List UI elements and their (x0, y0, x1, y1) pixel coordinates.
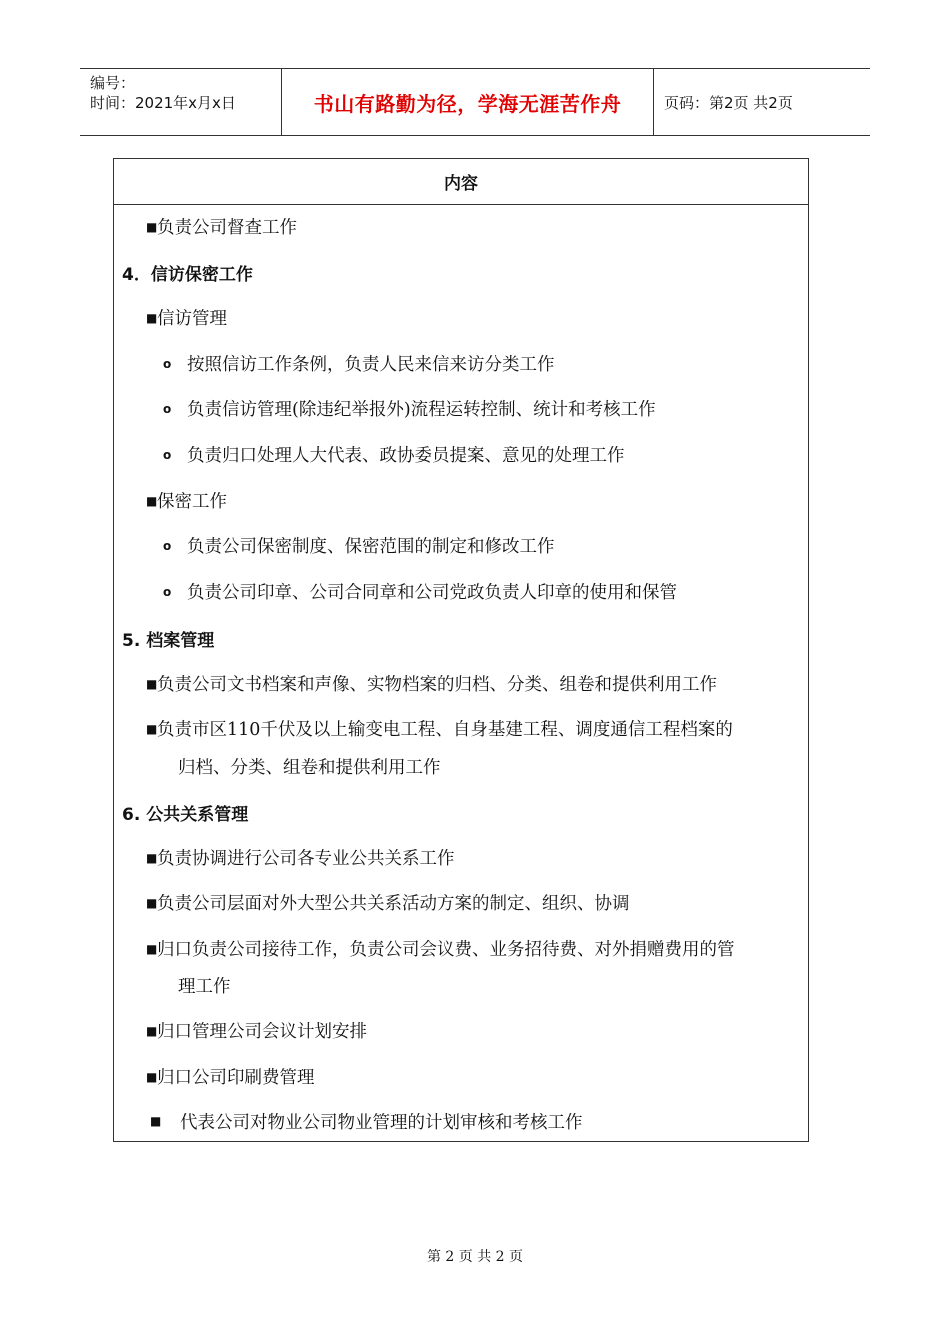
header-meta (80, 69, 282, 135)
list-item: ■归口负责公司接待工作，负责公司会议费、业务招待费、对外捐赠费用的管 (146, 940, 735, 960)
list-item-continuation: 理工作 (178, 977, 231, 997)
square-bullet-icon: ■ (146, 311, 158, 325)
square-bullet-icon: ■ (150, 1114, 162, 1128)
list-item: 负责公司保密制度、保密范围的制定和修改工作 (187, 537, 555, 557)
list-item-continuation: 归档、分类、组卷和提供利用工作 (178, 758, 441, 778)
circle-bullet-icon: o (163, 539, 172, 553)
circle-bullet-icon: o (163, 357, 172, 371)
circle-bullet-icon: o (163, 448, 172, 462)
document-number: 编号： (90, 74, 136, 92)
square-bullet-icon: ■ (146, 851, 158, 865)
section-heading-5: 5. 档案管理 (122, 631, 215, 651)
list-item: ■负责市区110千伏及以上输变电工程、自身基建工程、调度通信工程档案的 (146, 720, 733, 740)
list-item: 负责公司印章、公司合同章和公司党政负责人印章的使用和保管 (187, 583, 677, 603)
square-bullet-icon: ■ (146, 896, 158, 910)
square-bullet-icon: ■ (146, 942, 158, 956)
list-item: 负责信访管理(除违纪举报外)流程运转控制、统计和考核工作 (187, 400, 656, 420)
list-item: 负责归口处理人大代表、政协委员提案、意见的处理工作 (187, 446, 625, 466)
list-item: 按照信访工作条例，负责人民来信来访分类工作 (187, 355, 555, 375)
page-footer: 第 2 页 共 2 页 (426, 1249, 524, 1265)
list-item: ■信访管理 (146, 309, 227, 329)
list-item: ■负责公司层面对外大型公共关系活动方案的制定、组织、协调 (146, 894, 630, 914)
list-item: ■负责公司督查工作 (146, 218, 297, 238)
square-bullet-icon: ■ (146, 1070, 158, 1084)
list-item: ■归口管理公司会议计划安排 (146, 1022, 367, 1042)
header-motto: 书山有路勤为径，学海无涯苦作舟 (282, 69, 654, 135)
list-item: 代表公司对物业公司物业管理的计划审核和考核工作 (180, 1113, 583, 1133)
circle-bullet-icon: o (163, 402, 172, 416)
list-item: ■归口公司印刷费管理 (146, 1068, 315, 1088)
header-page-info: 页码：第2页 共2页 (664, 93, 793, 112)
square-bullet-icon: ■ (146, 722, 158, 736)
square-bullet-icon: ■ (146, 677, 158, 691)
section-heading-4: 4．信访保密工作 (122, 265, 253, 285)
section-heading-6: 6. 公共关系管理 (122, 805, 249, 825)
list-item: ■负责公司文书档案和声像、实物档案的归档、分类、组卷和提供利用工作 (146, 675, 717, 695)
list-item: ■保密工作 (146, 492, 227, 512)
square-bullet-icon: ■ (146, 494, 158, 508)
content-table-header: 内容 (114, 159, 808, 205)
list-item: ■负责协调进行公司各专业公共关系工作 (146, 849, 455, 869)
document-date: 时间：2021年x月x日 (90, 94, 236, 112)
circle-bullet-icon: o (163, 585, 172, 599)
square-bullet-icon: ■ (146, 1024, 158, 1038)
square-bullet-icon: ■ (146, 220, 158, 234)
page-header (80, 68, 870, 136)
